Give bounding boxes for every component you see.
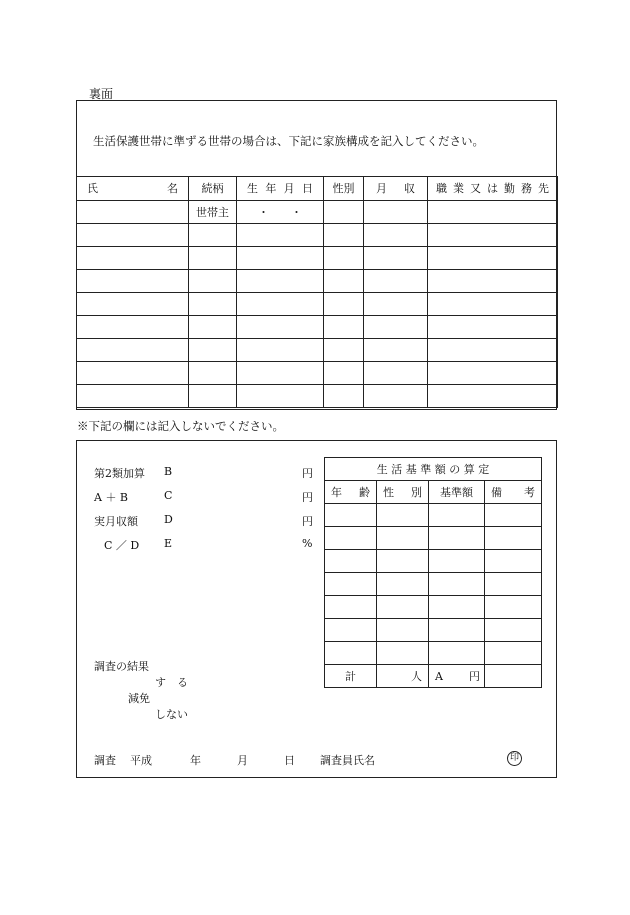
footer-investigator-name: 調査員氏名 — [320, 754, 375, 767]
footer-year: 年 — [190, 754, 201, 767]
total-people[interactable]: 人 — [377, 665, 429, 688]
amount-cell[interactable] — [429, 504, 485, 527]
age-cell[interactable] — [325, 550, 377, 573]
total-label: 計 — [325, 665, 377, 688]
birthdate-cell[interactable]: ・ ・ — [237, 201, 324, 224]
sex-cell[interactable] — [324, 339, 364, 362]
income-cell[interactable] — [364, 316, 428, 339]
seal-icon: 印 — [507, 751, 522, 766]
family-row — [77, 385, 558, 408]
standard-row — [325, 642, 542, 665]
birthdate-cell[interactable] — [237, 339, 324, 362]
calc-letter-d: D — [164, 513, 173, 526]
name-cell[interactable] — [77, 385, 189, 408]
amount-cell[interactable] — [429, 573, 485, 596]
amount-cell[interactable] — [429, 550, 485, 573]
relation-cell[interactable] — [189, 293, 237, 316]
sex-cell[interactable] — [324, 270, 364, 293]
calc-letter-e: E — [164, 537, 173, 550]
name-cell[interactable] — [77, 270, 189, 293]
standard-table-title: 生 活 基 準 額 の 算 定 — [325, 458, 542, 481]
birthdate-cell[interactable] — [237, 362, 324, 385]
income-cell[interactable] — [364, 362, 428, 385]
family-row — [77, 316, 558, 339]
standard-row — [325, 527, 542, 550]
remarks-cell[interactable] — [485, 642, 542, 665]
calc-label-d: 実月収額 — [94, 515, 138, 528]
name-cell[interactable] — [77, 293, 189, 316]
amount-cell[interactable] — [429, 527, 485, 550]
age-cell[interactable] — [325, 642, 377, 665]
relation-cell[interactable] — [189, 385, 237, 408]
job-cell[interactable] — [428, 385, 558, 408]
name-cell[interactable] — [77, 316, 189, 339]
remarks-cell[interactable] — [485, 596, 542, 619]
calc-label-b: 第2類加算 — [94, 467, 145, 480]
job-cell[interactable] — [428, 270, 558, 293]
family-row — [77, 293, 558, 316]
sex-cell[interactable] — [377, 619, 429, 642]
header-age: 年 齢 — [325, 481, 377, 504]
job-cell[interactable] — [428, 247, 558, 270]
sex-cell[interactable] — [324, 385, 364, 408]
amount-cell[interactable] — [429, 596, 485, 619]
sex-cell[interactable] — [377, 596, 429, 619]
footer-survey: 調査 — [94, 754, 116, 767]
age-cell[interactable] — [325, 596, 377, 619]
total-a-cell[interactable]: A 円 — [429, 665, 485, 688]
result-exemption: 減免 — [128, 692, 150, 705]
relation-cell[interactable] — [189, 247, 237, 270]
remarks-cell[interactable] — [485, 504, 542, 527]
calc-letter-b: B — [164, 465, 173, 478]
standard-total-row — [325, 665, 542, 688]
header-income: 月 収 — [364, 177, 428, 201]
relation-cell[interactable] — [189, 224, 237, 247]
sex-cell[interactable] — [377, 573, 429, 596]
sex-cell[interactable] — [377, 527, 429, 550]
survey-result-title: 調査の結果 — [94, 660, 149, 673]
result-do-not[interactable]: しない — [155, 708, 188, 721]
amount-cell[interactable] — [429, 619, 485, 642]
standard-row — [325, 573, 542, 596]
instruction-text: 生活保護世帯に準ずる世帯の場合は、下記に家族構成を記入してください。 — [93, 134, 484, 148]
sex-cell[interactable] — [377, 550, 429, 573]
relation-cell[interactable] — [189, 362, 237, 385]
income-cell[interactable] — [364, 247, 428, 270]
calc-unit-d: 円 — [302, 515, 313, 528]
standard-row — [325, 504, 542, 527]
sex-cell[interactable] — [324, 201, 364, 224]
family-row — [77, 270, 558, 293]
remarks-cell[interactable] — [485, 573, 542, 596]
job-cell[interactable] — [428, 339, 558, 362]
job-cell[interactable] — [428, 201, 558, 224]
remarks-cell[interactable] — [485, 550, 542, 573]
age-cell[interactable] — [325, 504, 377, 527]
relation-cell[interactable]: 世帯主 — [189, 201, 237, 224]
income-cell[interactable] — [364, 339, 428, 362]
age-cell[interactable] — [325, 527, 377, 550]
back-side-label: 裏面 — [89, 87, 114, 101]
income-cell[interactable] — [364, 270, 428, 293]
job-cell[interactable] — [428, 362, 558, 385]
calc-unit-e: % — [302, 537, 313, 550]
birthdate-cell[interactable] — [237, 224, 324, 247]
standard-row — [325, 596, 542, 619]
sex-cell[interactable] — [324, 224, 364, 247]
relation-cell[interactable] — [189, 270, 237, 293]
total-remarks[interactable] — [485, 665, 542, 688]
age-cell[interactable] — [325, 619, 377, 642]
calc-unit-c: 円 — [302, 491, 313, 504]
standard-row — [325, 619, 542, 642]
header-relation: 続柄 — [189, 177, 237, 201]
family-row — [77, 224, 558, 247]
birthdate-cell[interactable] — [237, 316, 324, 339]
income-cell[interactable] — [364, 385, 428, 408]
sex-cell[interactable] — [324, 362, 364, 385]
sex-cell[interactable] — [324, 293, 364, 316]
job-cell[interactable] — [428, 316, 558, 339]
footer-day: 日 — [284, 754, 295, 767]
amount-cell[interactable] — [429, 642, 485, 665]
job-cell[interactable] — [428, 293, 558, 316]
header-job: 職 業 又 は 勤 務 先 — [428, 177, 558, 201]
income-cell[interactable] — [364, 293, 428, 316]
family-table — [76, 176, 558, 408]
sex-cell[interactable] — [324, 316, 364, 339]
age-cell[interactable] — [325, 573, 377, 596]
footer-era: 平成 — [130, 754, 152, 767]
result-do[interactable]: す る — [155, 676, 188, 689]
calc-unit-b: 円 — [302, 467, 313, 480]
family-header-row — [77, 177, 558, 201]
header-name: 氏 名 — [77, 177, 189, 201]
calc-label-e: C ／ D — [104, 539, 140, 552]
standard-row — [325, 550, 542, 573]
sex-cell[interactable] — [377, 504, 429, 527]
birthdate-cell[interactable] — [237, 293, 324, 316]
remarks-cell[interactable] — [485, 619, 542, 642]
remarks-cell[interactable] — [485, 527, 542, 550]
family-row — [77, 362, 558, 385]
name-cell[interactable] — [77, 247, 189, 270]
calc-letter-c: C — [164, 489, 173, 502]
header-sex-2: 性 別 — [377, 481, 429, 504]
standard-amount-table — [324, 457, 542, 688]
name-cell[interactable] — [77, 362, 189, 385]
name-cell[interactable] — [77, 201, 189, 224]
standard-title-row — [325, 458, 542, 481]
calc-label-c: A ＋ B — [94, 491, 129, 504]
family-row — [77, 247, 558, 270]
header-sex: 性別 — [324, 177, 364, 201]
birthdate-cell[interactable] — [237, 247, 324, 270]
footer-month: 月 — [237, 754, 248, 767]
sex-cell[interactable] — [377, 642, 429, 665]
income-cell[interactable] — [364, 201, 428, 224]
relation-cell[interactable] — [189, 316, 237, 339]
header-remarks: 備 考 — [485, 481, 542, 504]
job-cell[interactable] — [428, 224, 558, 247]
birthdate-cell[interactable] — [237, 385, 324, 408]
family-row — [77, 201, 558, 224]
name-cell[interactable] — [77, 339, 189, 362]
sex-cell[interactable] — [324, 247, 364, 270]
name-cell[interactable] — [77, 224, 189, 247]
do-not-fill-notice: ※下記の欄には記入しないでください。 — [77, 419, 284, 433]
standard-header-row — [325, 481, 542, 504]
header-standard-amount: 基準額 — [429, 481, 485, 504]
birthdate-cell[interactable] — [237, 270, 324, 293]
family-row — [77, 339, 558, 362]
relation-cell[interactable] — [189, 339, 237, 362]
income-cell[interactable] — [364, 224, 428, 247]
header-birthdate: 生 年 月 日 — [237, 177, 324, 201]
